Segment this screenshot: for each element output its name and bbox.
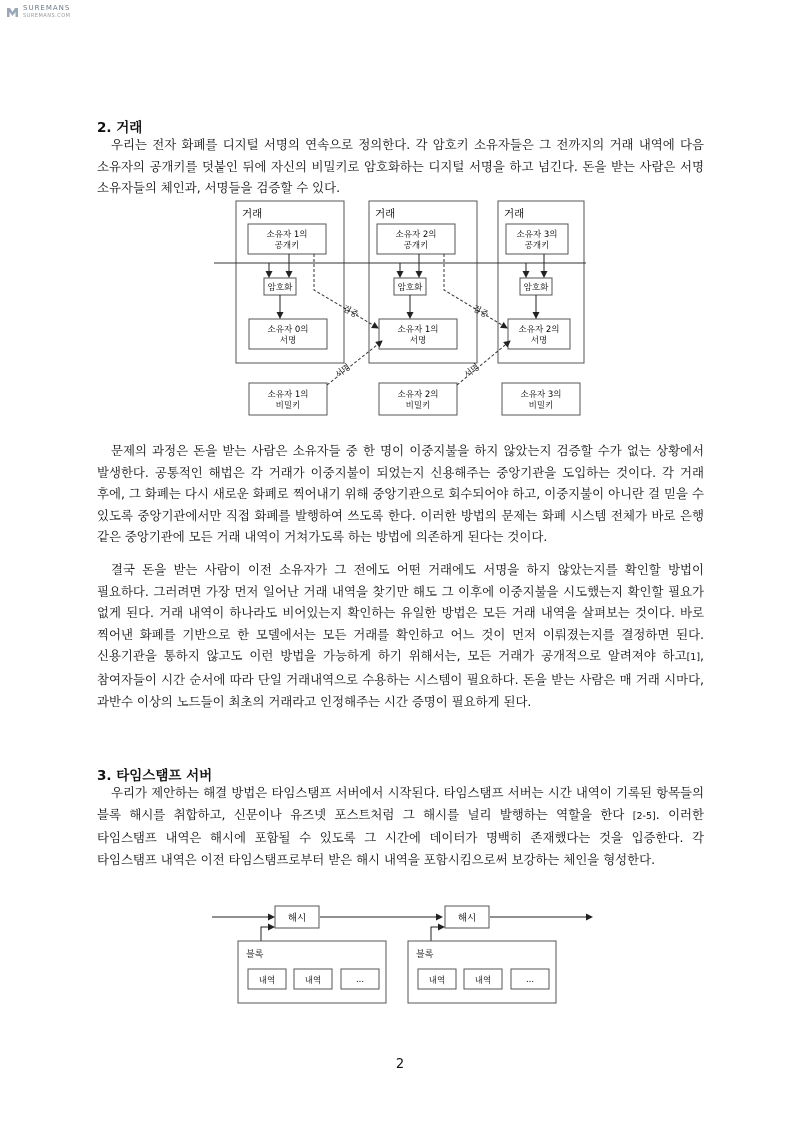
pubkey-3-line2: 공개키 [524, 241, 550, 251]
block-b-item-1-label: 내역 [428, 976, 446, 986]
sign-label-1: 서명 [333, 362, 353, 381]
verify-label-1: 검증 [340, 303, 360, 321]
transaction-label-2: 거래 [375, 208, 396, 220]
section-2-paragraph-3-text-b: , 참여자들이 시간 순서에 따라 단일 거래내역으로 수용하는 시스템이 필요하다. 돈을 받는 사람은 매 거래 시마다, 과반수 이상의 노드들이 최초의 거래라고 인정해주는 시간 증명이 필요하게 된다. [97, 648, 704, 709]
signature-1-line2: 서명 [279, 336, 297, 346]
private-key-2-line2: 비밀키 [405, 401, 431, 411]
block-a-item-1-label: 내역 [258, 976, 276, 986]
hash-label-1: 암호화 [267, 283, 293, 293]
section-2-paragraph-2: 문제의 과정은 돈을 받는 사람은 소유자들 중 한 명이 이중지불을 하지 않았는지 검증할 수가 없는 상황에서 발생한다. 공통적인 해법은 각 거래가 이중지불이 되었는지 신용해주는 중앙기관을 도입하는 것이다. 각 거래 후에, 그 화폐는 다시 새로운 화폐로 찍어내기 위해 중앙기관으로 회수되어야 하고, 이중지불이 아니란 걸 믿을 수 있도록 중앙기관에서만 직접 화폐를 발행하여 쓰도록 한다. 이러한 방법의 문제는 화폐 시스템 전체가 바로 은행 같은 중앙기관에 모든 거래 내역이 거쳐가도록 하는 방법에 의존하게 된다는 것이다. [97, 443, 704, 545]
block-a-item-3-label: ... [355, 975, 365, 985]
section-3-paragraph [97, 782, 704, 870]
section-3-heading: 3. 타임스탬프 서버 [97, 768, 213, 784]
watermark-subtext: SUREMANS.COM [23, 13, 71, 19]
block-b-item-3-label: ... [525, 975, 535, 985]
pubkey-3-line1: 소유자 3의 [516, 230, 558, 240]
private-key-3-line2: 비밀키 [528, 401, 554, 411]
arrow-block-to-hash-a [261, 927, 274, 941]
signature-1-line1: 소유자 0의 [267, 325, 309, 335]
transaction-chain-diagram [214, 198, 586, 420]
signature-3-line2: 서명 [530, 336, 548, 346]
signature-2-line2: 서명 [409, 336, 427, 346]
hash-label-3: 암호화 [523, 283, 549, 293]
watermark [6, 4, 70, 20]
arrow-block-to-hash-b [431, 927, 444, 941]
pubkey-1-line2: 공개키 [274, 241, 300, 251]
block-label-b: 블록 [416, 950, 434, 960]
transaction-label-1: 거래 [242, 208, 263, 220]
block-b-item-2-label: 내역 [474, 976, 492, 986]
section-2-heading: 2. 거래 [97, 120, 143, 136]
hash-label-b: 해시 [457, 913, 477, 924]
pubkey-2-line1: 소유자 2의 [395, 230, 437, 240]
pubkey-1-line1: 소유자 1의 [266, 230, 308, 240]
pubkey-2-line2: 공개키 [403, 241, 429, 251]
hash-label-2: 암호화 [397, 283, 423, 293]
private-key-3-line1: 소유자 3의 [520, 390, 562, 400]
transaction-label-3: 거래 [504, 208, 525, 220]
section-3-paragraph-text-a: 우리가 제안하는 해결 방법은 타임스탬프 서버에서 시작된다. 타임스탬프 서버는 시간 내역이 기록된 항목들의 블록 해시를 취합하고, 신문이나 유즈넷 포스트처럼 그 해시를 널리 발행하는 역할을 한다 [97, 785, 704, 822]
verify-arrow-1 [314, 254, 378, 328]
private-key-1-line1: 소유자 1의 [267, 390, 309, 400]
watermark-text: SUREMANS [23, 4, 71, 12]
private-key-2-line1: 소유자 2의 [397, 390, 439, 400]
private-key-1-line2: 비밀키 [275, 401, 301, 411]
signature-3-line1: 소유자 2의 [518, 325, 560, 335]
block-label-a: 블록 [246, 950, 264, 960]
block-a-item-2-label: 내역 [304, 976, 322, 986]
section-2-paragraph-3 [97, 559, 704, 712]
citation-1: [1] [686, 652, 701, 664]
section-3-paragraph-text-b: . 이러한 타임스탬프 내역은 해시에 포함될 수 있도록 그 시간에 데이터가 명백히 존재했다는 것을 입증한다. 각 타임스탬프 내역은 이전 타임스탬프로부터 받은 해시 내역을 포함시킴으로써 보강하는 체인을 형성한다. [97, 806, 704, 867]
section-2-intro: 우리는 전자 화폐를 디지털 서명의 연속으로 정의한다. 각 암호키 소유자들은 그 전까지의 거래 내역에 다음 소유자의 공개키를 덧붙인 뒤에 자신의 비밀키로 암호화하는 디지털 서명을 하고 넘긴다. 돈을 받는 사람은 서명 소유자들의 체인과, 서명들을 검증할 수 있다. [97, 137, 704, 196]
citation-2-5: [2-5] [632, 810, 656, 822]
sign-label-2: 서명 [462, 362, 482, 381]
verify-label-2: 검증 [470, 303, 490, 321]
watermark-logo-icon [6, 6, 19, 19]
hash-label-a: 해시 [287, 913, 307, 924]
section-2-paragraph-3-text-a: 결국 돈을 받는 사람이 이전 소유자가 그 전에도 어떤 거래에도 서명을 하지 않았는지를 확인할 방법이 필요하다. 그러려면 가장 먼저 일어난 거래 내역을 찾기만 해도 그 이후에 이중지불을 시도했는지 확인할 필요가 없게 된다. 거래 내역이 하나라도 비어있는지 확인하는 유일한 방법은 모든 거래 내역을 살펴보는 것이다. 바로 찍어낸 화폐를 기반으로 한 모델에서는 모든 거래를 확인하고 어느 것이 먼저 이뤄졌는지를 결정하면 된다. 신용기관을 통하지 않고도 이런 방법을 가능하게 하기 위해서는, 모든 거래가 공개적으로 알려져야 하고 [97, 562, 704, 664]
signature-2-line1: 소유자 1의 [397, 325, 439, 335]
page-number: 2 [395, 1057, 405, 1072]
timestamp-server-diagram [210, 905, 594, 1005]
